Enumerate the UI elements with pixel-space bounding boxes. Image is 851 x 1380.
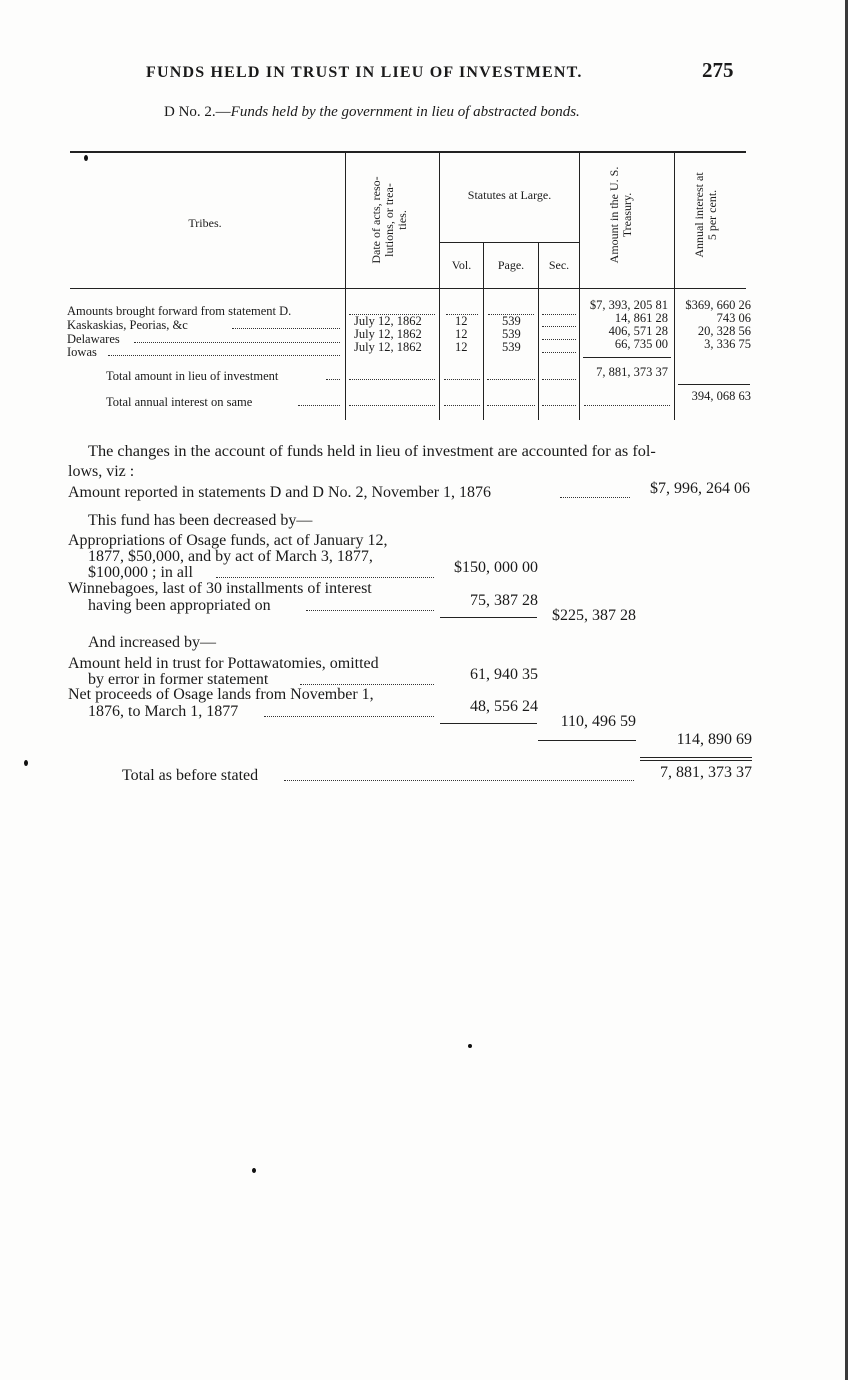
- caption-prefix: D No. 2.—: [164, 104, 231, 120]
- interest-sum-rule: [678, 384, 750, 385]
- dot-leader: [264, 716, 434, 717]
- dot-leader: [444, 379, 480, 380]
- potta-line-1: Amount held in trust for Pottawatomies, omitted: [68, 655, 379, 672]
- dot-leader: [487, 405, 535, 406]
- total-amount: 7, 881, 373 37: [660, 764, 752, 781]
- increase-sum-rule: [440, 723, 537, 724]
- ink-speck: [252, 1168, 256, 1173]
- dot-leader: [326, 379, 340, 380]
- dot-leader: [232, 328, 340, 329]
- dot-leader: [216, 577, 434, 578]
- total-investment-amount: 7, 881, 373 37: [596, 365, 668, 379]
- col-divider-1: [345, 152, 346, 420]
- col-divider-6: [674, 152, 675, 420]
- page-header-title: FUNDS HELD IN TRUST IN LIEU OF INVESTMENT.: [146, 64, 583, 81]
- ink-speck: [24, 760, 28, 766]
- dot-leader: [298, 405, 340, 406]
- row-amount: 66, 735 00: [614, 337, 668, 351]
- row-page: 539: [502, 314, 521, 328]
- dot-leader: [542, 405, 576, 406]
- decrease-total: $225, 387 28: [552, 607, 636, 624]
- dot-leader: [542, 314, 576, 315]
- intro-line-2: lows, viz :: [68, 463, 135, 480]
- ink-speck: [468, 1044, 472, 1048]
- row-tribe: Amounts brought forward from statement D.: [67, 304, 292, 318]
- table-top-rule: [70, 151, 746, 153]
- reported-label: Amount reported in statements D and D No. 2, November 1, 1876: [68, 484, 492, 501]
- dot-leader: [306, 610, 434, 611]
- header-date: Date of acts, reso- lutions, or trea- ties.: [369, 176, 409, 264]
- winnebago-amount: 75, 387 28: [470, 592, 538, 609]
- dot-leader: [444, 405, 480, 406]
- net-change: 114, 890 69: [676, 731, 752, 748]
- net-change-rule: [538, 740, 636, 741]
- row-date: July 12, 1862: [354, 340, 422, 354]
- dot-leader: [542, 326, 576, 327]
- row-vol: 12: [455, 340, 468, 354]
- header-interest: Annual interest at 5 per cent.: [692, 172, 719, 258]
- osage-line-1: Appropriations of Osage funds, act of January 12,: [68, 532, 388, 549]
- row-interest: 743 06: [716, 311, 751, 325]
- increase-total: 110, 496 59: [560, 713, 636, 730]
- total-label: Total as before stated: [122, 767, 259, 784]
- header-statutes: Statutes at Large.: [467, 188, 552, 202]
- row-interest: 3, 336 75: [704, 337, 751, 351]
- osage-lands-line-1: Net proceeds of Osage lands from November 1,: [68, 686, 374, 703]
- header-sec: Sec.: [548, 258, 570, 272]
- caption-title: Funds held by the government in lieu of abstracted bonds.: [230, 104, 580, 120]
- intro-line-1: The changes in the account of funds held in lieu of investment are accounted for as fol-: [88, 441, 656, 460]
- row-page: 539: [502, 327, 521, 341]
- row-amount: $7, 393, 205 81: [589, 298, 668, 312]
- osage-lands-line-2: 1876, to March 1, 1877: [88, 703, 239, 720]
- header-vol: Vol.: [451, 258, 472, 272]
- dot-leader: [584, 405, 670, 406]
- dot-leader: [349, 405, 435, 406]
- header-page: Page.: [497, 258, 525, 272]
- total-interest-label: Total annual interest on same: [106, 395, 253, 409]
- row-vol: 12: [455, 327, 468, 341]
- osage-line-3: $100,000 ; in all: [88, 564, 193, 581]
- dot-leader: [108, 355, 340, 356]
- osage-line-2: 1877, $50,000, and by act of March 3, 1877,: [88, 548, 373, 565]
- row-date: July 12, 1862: [354, 327, 422, 341]
- row-interest: $369, 660 26: [685, 298, 751, 312]
- statutes-sub-rule: [440, 242, 579, 243]
- total-interest-amount: 394, 068 63: [691, 389, 751, 403]
- header-amount: Amount in the U. S. Treasury.: [607, 166, 634, 264]
- dot-leader: [300, 684, 434, 685]
- osage-lands-amount: 48, 556 24: [470, 698, 538, 715]
- osage-amount: $150, 000 00: [454, 559, 538, 576]
- decrease-sum-rule: [440, 617, 537, 618]
- dot-leader: [542, 379, 576, 380]
- row-amount: 406, 571 28: [608, 324, 668, 338]
- row-tribe: Delawares: [67, 332, 120, 346]
- winnebago-line-2: having been appropriated on: [88, 597, 271, 614]
- increased-heading: And increased by—: [88, 634, 216, 651]
- decreased-heading: This fund has been decreased by—: [88, 512, 313, 529]
- reported-amount: $7, 996, 264 06: [650, 480, 750, 497]
- row-tribe: Iowas: [67, 345, 97, 359]
- table-caption: [164, 104, 580, 121]
- winnebago-line-1: Winnebagoes, last of 30 installments of interest: [68, 580, 372, 597]
- row-amount: 14, 861 28: [614, 311, 668, 325]
- row-page: 539: [502, 340, 521, 354]
- col-divider-5: [579, 152, 580, 420]
- ink-speck: [84, 155, 88, 161]
- row-date: July 12, 1862: [354, 314, 422, 328]
- potta-line-2: by error in former statement: [88, 671, 269, 688]
- total-investment-label: Total amount in lieu of investment: [106, 369, 279, 383]
- final-sum-rule-2: [640, 760, 752, 761]
- header-tribes: Tribes.: [188, 216, 222, 230]
- dot-leader: [542, 352, 576, 353]
- table-header-bottom-rule: [70, 288, 746, 289]
- final-sum-rule: [640, 757, 752, 758]
- dot-leader: [560, 497, 630, 498]
- row-interest: 20, 328 56: [697, 324, 751, 338]
- amount-sum-rule: [583, 357, 671, 358]
- dot-leader: [349, 379, 435, 380]
- dot-leader: [284, 780, 634, 781]
- dot-leader: [134, 342, 340, 343]
- row-tribe: Kaskaskias, Peorias, &c: [67, 318, 188, 332]
- dot-leader: [487, 379, 535, 380]
- potta-amount: 61, 940 35: [470, 666, 538, 683]
- dot-leader: [542, 339, 576, 340]
- page-number: 275: [702, 58, 734, 82]
- row-vol: 12: [455, 314, 468, 328]
